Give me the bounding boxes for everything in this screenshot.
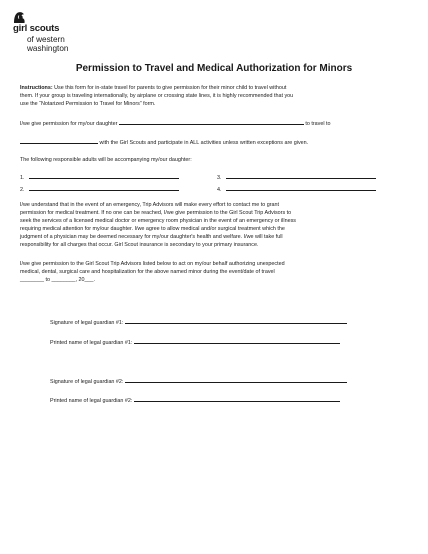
permission-line-1 bbox=[20, 119, 410, 129]
guardian-1-name-label: Printed name of legal guardian #1: bbox=[50, 340, 133, 346]
girl-scouts-logo bbox=[12, 11, 82, 57]
adult-number-3: 3. bbox=[217, 175, 222, 181]
emergency-line-5: judgment of a physician may be deemed necessary for my/our daughter's health and welfare. I/we will take full bbox=[20, 234, 283, 240]
permission-line-2 bbox=[20, 138, 410, 148]
logo-wordmark: girl scouts bbox=[13, 23, 60, 34]
adult-row-3 bbox=[217, 173, 376, 181]
emergency-line-3: seek the services of a licensed medical doctor or emergency room physician in the event of an emergency or illness bbox=[20, 218, 296, 224]
authorize-line-1: I/we give permission to the Girl Scout Trip Advisors listed below to act on my/our behalf authorizing unexpected bbox=[20, 261, 285, 267]
logo-council-line-1: of western bbox=[27, 35, 65, 44]
instructions-line-2: them. If your group is traveling internationally, by airplane or crossing state lines, it is highly recommended that you bbox=[20, 93, 294, 99]
guardian-1-signature-label: Signature of legal guardian #1: bbox=[50, 320, 124, 326]
adult-4-field[interactable] bbox=[226, 185, 376, 191]
permission-text-2: to travel to bbox=[305, 121, 331, 127]
emergency-line-4: requiring medical attention for my/our daughter. I/we agree to allow medical and/or surgical treatment which the bbox=[20, 226, 285, 232]
guardian-1-name-field[interactable] bbox=[134, 338, 340, 344]
guardian-2-name-label: Printed name of legal guardian #2: bbox=[50, 398, 133, 404]
instructions-line-1 bbox=[20, 85, 410, 93]
guardian-2-signature-row bbox=[50, 377, 347, 385]
adult-3-field[interactable] bbox=[226, 173, 376, 179]
travel-date-line[interactable]: ________ to ________, 20___. bbox=[20, 277, 95, 283]
instructions-label: Instructions: bbox=[20, 85, 53, 91]
daughter-name-field[interactable] bbox=[119, 119, 304, 125]
adult-2-field[interactable] bbox=[29, 185, 179, 191]
guardian-1-signature-row bbox=[50, 318, 347, 326]
guardian-1-signature-field[interactable] bbox=[125, 318, 347, 324]
destination-field[interactable] bbox=[20, 138, 98, 144]
logo-council-line-2: washington bbox=[27, 44, 69, 53]
adult-1-field[interactable] bbox=[29, 173, 179, 179]
adult-row-1 bbox=[20, 173, 179, 181]
authorize-line-2: medical, dental, surgical care and hospitalization for the above named minor during the event/date of travel bbox=[20, 269, 275, 275]
adult-number-2: 2. bbox=[20, 187, 25, 193]
form-title: Permission to Travel and Medical Authorization for Minors bbox=[75, 63, 353, 74]
adult-row-4 bbox=[217, 185, 376, 193]
guardian-2-name-field[interactable] bbox=[134, 396, 340, 402]
adult-row-2 bbox=[20, 185, 179, 193]
guardian-2-signature-label: Signature of legal guardian #2: bbox=[50, 379, 124, 385]
emergency-line-1: I/we understand that in the event of an emergency, Trip Advisors will make every effort to contact me to grant bbox=[20, 202, 279, 208]
guardian-2-name-row bbox=[50, 396, 340, 404]
permission-text-3: with the Girl Scouts and participate in ALL activities unless written exceptions are given. bbox=[99, 140, 309, 146]
adults-heading: The following responsible adults will be accompanying my/our daughter: bbox=[20, 157, 192, 163]
guardian-1-name-row bbox=[50, 338, 340, 346]
emergency-line-6: responsibility for all charges that occur. Girl Scout insurance is secondary to your primary insurance. bbox=[20, 242, 259, 248]
adult-number-1: 1. bbox=[20, 175, 25, 181]
guardian-2-signature-field[interactable] bbox=[125, 377, 347, 383]
instructions-text-1: Use this form for in-state travel for parents to give permission for their minor child to travel without bbox=[54, 85, 287, 91]
emergency-line-2: permission for medical treatment. If no one can be reached, I/we give permission to the Girl Scout Trip Advisors to bbox=[20, 210, 292, 216]
permission-text-1: I/we give permission for my/our daughter bbox=[20, 121, 118, 127]
adult-number-4: 4. bbox=[217, 187, 222, 193]
instructions-line-3: use the “Notarized Permission to Travel for Minors” form. bbox=[20, 101, 156, 107]
